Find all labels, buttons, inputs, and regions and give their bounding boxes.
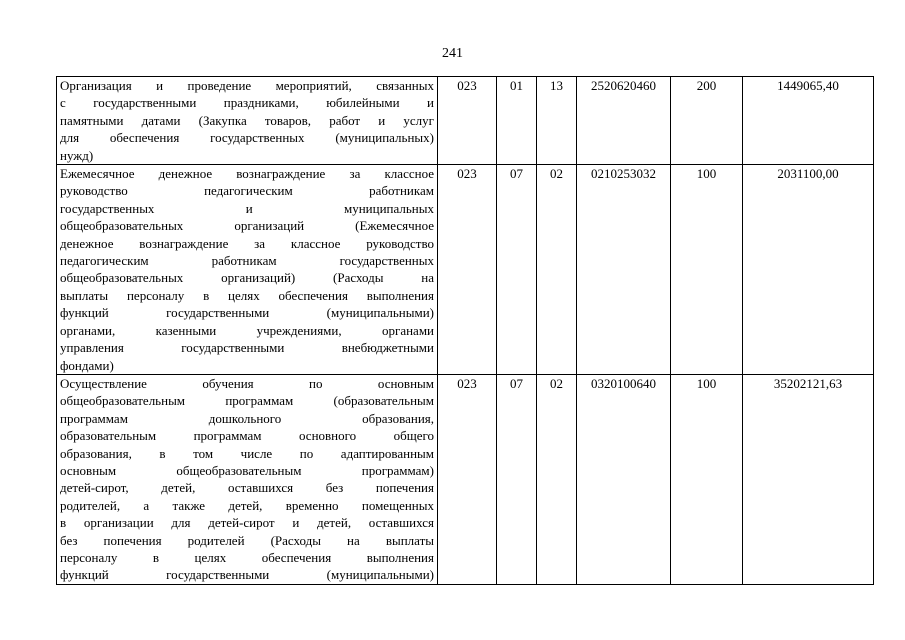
description-line: фондами) <box>60 357 114 373</box>
description-line: основным общеобразовательным программам) <box>60 462 434 478</box>
section-code-cell: 07 <box>497 374 537 584</box>
section-code-cell: 01 <box>497 77 537 165</box>
section-code-cell: 07 <box>497 165 537 375</box>
page-number: 241 <box>442 46 463 61</box>
subsection-code-cell: 02 <box>537 165 577 375</box>
description-line: персоналу в целях обеспечения выполнения <box>60 549 434 565</box>
ministry-code-cell: 023 <box>438 374 497 584</box>
subsection-code-cell: 02 <box>537 374 577 584</box>
table-row <box>57 77 874 165</box>
description-line: общеобразовательных организаций (Ежемесячное <box>60 218 434 234</box>
description-line: в организации для детей-сирот и детей, оставшихся <box>60 515 434 531</box>
description-line: детей-сирот, детей, оставшихся без попечения <box>60 480 434 496</box>
description-line: общеобразовательных организаций) (Расходы на <box>60 270 434 286</box>
description-line: Ежемесячное денежное вознаграждение за классное <box>60 166 434 182</box>
description-line: руководство педагогическим работникам <box>60 183 434 199</box>
description-line: для обеспечения государственных (муниципальных) <box>60 130 434 146</box>
description-line: Организация и проведение мероприятий, связанных <box>60 78 434 93</box>
description-cell <box>57 77 438 165</box>
description-cell <box>57 165 438 375</box>
table-row <box>57 165 874 375</box>
description-line: программам дошкольного образования, <box>60 410 434 426</box>
description-line: педагогическим работникам государственных <box>60 253 434 269</box>
subsection-code-cell: 13 <box>537 77 577 165</box>
description-line: памятными датами (Закупка товаров, работ и услуг <box>60 112 434 128</box>
target-article-cell: 0210253032 <box>577 165 671 375</box>
description-line: с государственными праздниками, юбилейными и <box>60 95 434 111</box>
expense-type-cell: 100 <box>671 165 743 375</box>
description-line: общеобразовательным программам (образовательным <box>60 393 434 409</box>
amount-cell: 2031100,00 <box>743 165 874 375</box>
amount-cell: 35202121,63 <box>743 374 874 584</box>
table-row <box>57 374 874 584</box>
description-line: денежное вознаграждение за классное руководство <box>60 235 434 251</box>
description-line: без попечения родителей (Расходы на выплаты <box>60 532 434 548</box>
description-line: органами, казенными учреждениями, органами <box>60 322 434 338</box>
description-cell <box>57 374 438 584</box>
budget-table <box>56 76 874 585</box>
ministry-code-cell: 023 <box>438 165 497 375</box>
expense-type-cell: 200 <box>671 77 743 165</box>
description-line: родителей, а также детей, временно помещенных <box>60 497 434 513</box>
target-article-cell: 2520620460 <box>577 77 671 165</box>
description-line: государственных и муниципальных <box>60 200 434 216</box>
description-line: управления государственными внебюджетными <box>60 340 434 356</box>
description-line: функций государственными (муниципальными) <box>60 305 434 321</box>
description-line: образования, в том числе по адаптированным <box>60 445 434 461</box>
amount-cell: 1449065,40 <box>743 77 874 165</box>
description-line: нужд) <box>60 147 94 163</box>
target-article-cell: 0320100640 <box>577 374 671 584</box>
description-line: образовательным программам основного общего <box>60 428 434 444</box>
expense-type-cell: 100 <box>671 374 743 584</box>
ministry-code-cell: 023 <box>438 77 497 165</box>
description-line: функций государственными (муниципальными) <box>60 567 434 583</box>
description-line: выплаты персоналу в целях обеспечения выполнения <box>60 287 434 303</box>
description-line: Осуществление обучения по основным <box>60 375 434 391</box>
